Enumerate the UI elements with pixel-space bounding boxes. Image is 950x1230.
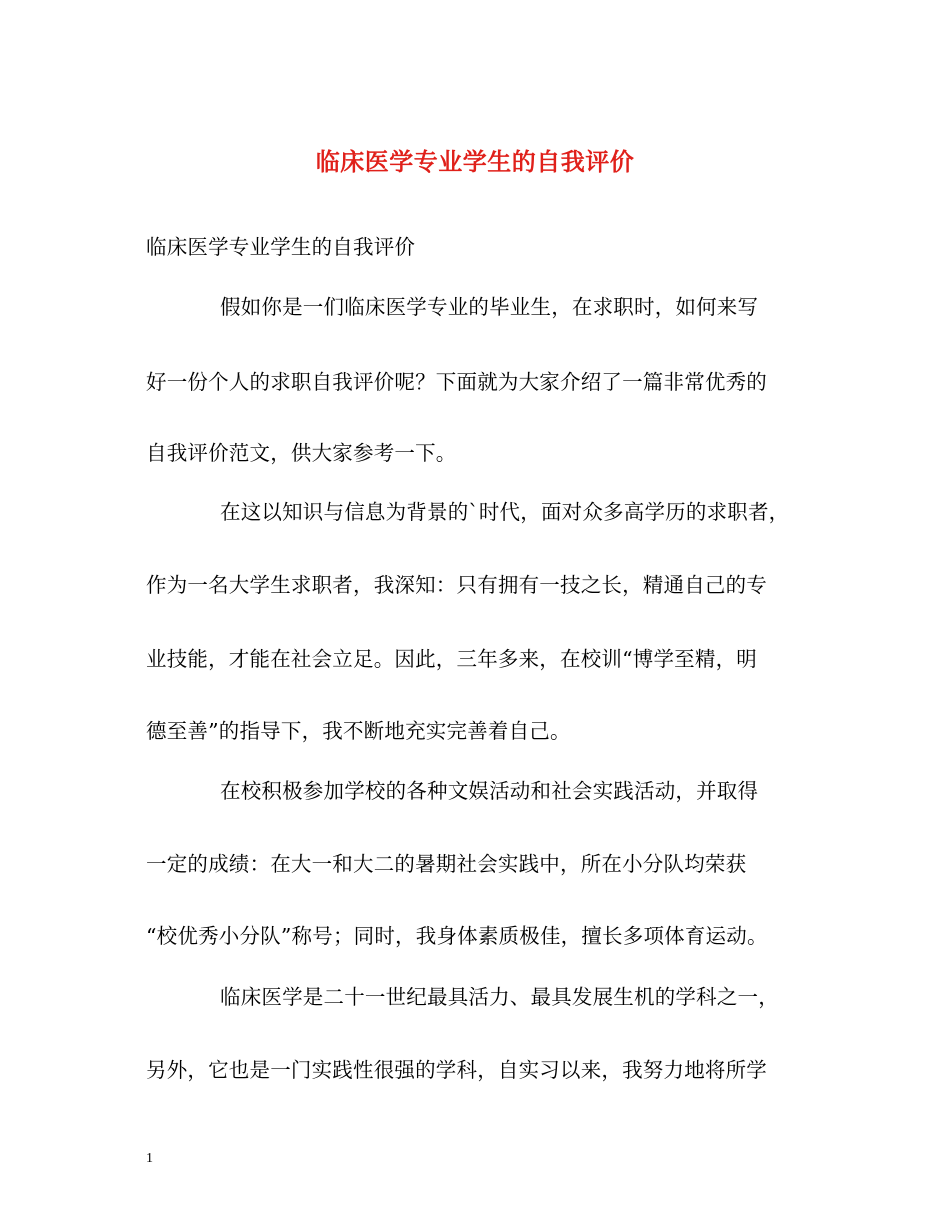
paragraph-line: 在校积极参加学校的各种文娱活动和社会实践活动，并取得 <box>220 779 759 803</box>
paragraph-line: 另外，它也是一门实践性很强的学科，自实习以来，我努力地将所学 <box>146 1058 767 1082</box>
paragraph-line: “校优秀小分队”称号；同时，我身体素质极佳，擅长多项体育运动。 <box>146 924 768 948</box>
document-title: 临床医学专业学生的自我评价 <box>315 147 635 176</box>
paragraph-line: 一定的成绩：在大一和大二的暑期社会实践中，所在小分队均荣获 <box>146 852 747 876</box>
paragraph-line: 在这以知识与信息为背景的`时代，面对众多高学历的求职者， <box>220 500 790 524</box>
subtitle-line: 临床医学专业学生的自我评价 <box>146 235 416 259</box>
paragraph-line: 临床医学是二十一世纪最具活力、最具发展生机的学科之一， <box>220 985 779 1009</box>
page-number: 1 <box>146 1151 153 1166</box>
paragraph-line: 作为一名大学生求职者，我深知：只有拥有一技之长，精通自己的专 <box>146 573 767 597</box>
paragraph-line: 自我评价范文，供大家参考一下。 <box>146 441 457 465</box>
paragraph-line: 假如你是一们临床医学专业的毕业生，在求职时，如何来写 <box>220 295 759 319</box>
paragraph-line: 好一份个人的求职自我评价呢？下面就为大家介绍了一篇非常优秀的 <box>146 370 767 394</box>
paragraph-line: 业技能，才能在社会立足。因此，三年多来，在校训“博学至精，明 <box>146 647 757 671</box>
paragraph-line: 德至善”的指导下，我不断地充实完善着自己。 <box>146 719 571 743</box>
